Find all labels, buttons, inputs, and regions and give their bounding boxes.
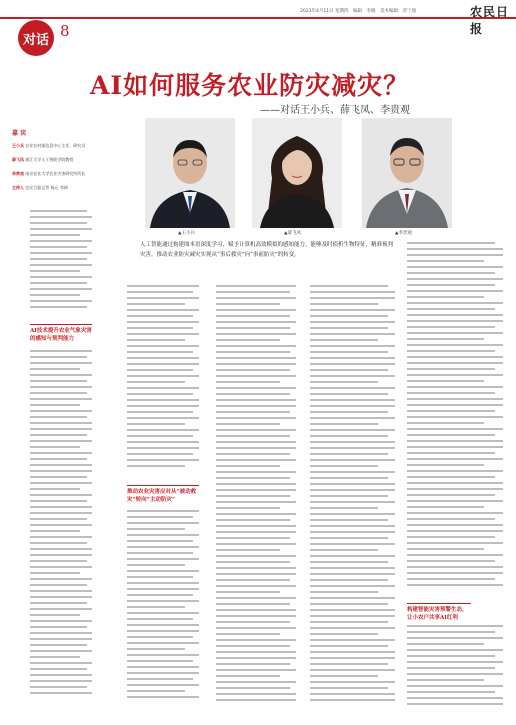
guest-index-heading: 嘉 宾 xyxy=(12,130,27,137)
body-column xyxy=(30,210,92,320)
body-column xyxy=(216,285,296,710)
article-subtitle: ——对话王小兵、薛飞凤、李贵观 xyxy=(260,105,410,116)
guest-entry: 主持人 农民日报记者 杨元 李研 xyxy=(12,185,68,190)
page-header xyxy=(0,0,516,50)
subhead-rule xyxy=(127,485,199,486)
photo-caption: ▲李贵观 xyxy=(395,231,412,236)
subhead-rule xyxy=(30,324,92,325)
issue-meta: 2023年4月11日 星期四 编辑：李晓 美术编辑：苏宁瑞 xyxy=(300,9,416,14)
photo-li-guiguan xyxy=(362,118,452,228)
guest-entry: 王小兵 农业农村部信息中心主任、研究员 xyxy=(12,143,86,148)
photo-caption: ▲薛飞凤 xyxy=(284,231,301,236)
subhead-2: 推动农业灾害应对从“被动救灾”转向“主动防灾” xyxy=(127,489,197,503)
photo-wang-xiaobing xyxy=(145,118,235,228)
body-column xyxy=(310,285,395,710)
photo-caption: ▲王小兵 xyxy=(178,231,195,236)
subhead-3: 构建智能灾害预警生态，让小农户共享AI红利 xyxy=(407,607,468,621)
page-number: 8 xyxy=(60,22,70,40)
body-column xyxy=(127,510,199,710)
body-column xyxy=(30,350,92,710)
portrait-man-glasses-icon xyxy=(145,118,235,228)
portrait-woman-icon xyxy=(252,118,342,228)
guest-entry: 李贵观 南京农业大学农业灾害研究所所长 xyxy=(12,171,86,176)
masthead: 农民日报 xyxy=(470,5,510,36)
article-title: AI如何服务农业防灾减灾？ xyxy=(90,71,410,100)
article-lead: 人工智能通过构建图本语深度学习，赋予计算机高效模拟的感知能力，能够及时侦析生物特征，精准预判灾害，推动农业防灾减灾实现从“事后救灾”向“事前防灾”的转变。 xyxy=(140,242,394,258)
header-rule xyxy=(0,17,516,19)
body-column xyxy=(407,625,503,710)
section-badge: 对话 xyxy=(18,20,54,56)
portrait-man-suit-icon xyxy=(362,118,452,228)
subhead-1: AI技术提升农业气象灾害的感知与预判能力 xyxy=(30,328,92,342)
guest-index xyxy=(12,128,88,199)
photo-xue-feifeng xyxy=(252,118,342,228)
body-column xyxy=(407,242,503,597)
guest-entry: 薛飞凤 浙江大学人工智能学院教授 xyxy=(12,157,74,162)
subhead-rule xyxy=(407,603,471,604)
body-column xyxy=(127,285,199,480)
